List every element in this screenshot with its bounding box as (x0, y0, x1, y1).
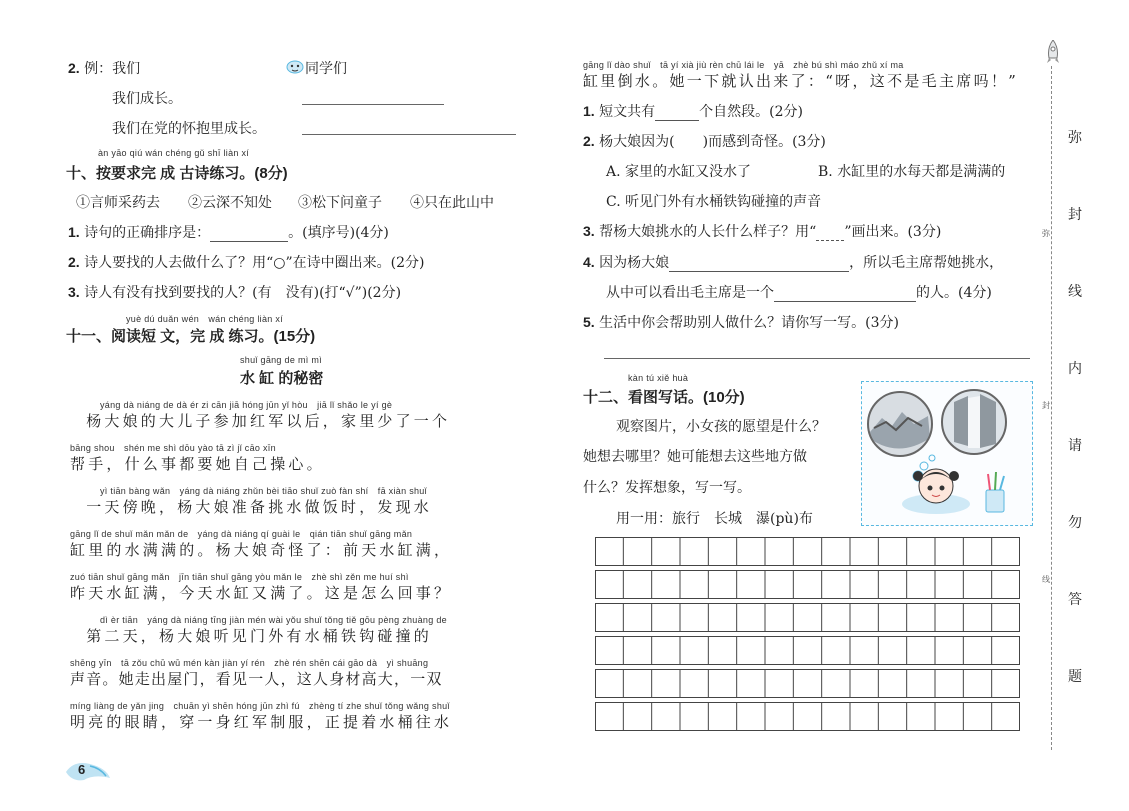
r-q5-number: 5. (583, 314, 595, 330)
side-char-2: 封 (1068, 207, 1082, 223)
r-q4-line2-tail: 的人。(4分) (916, 285, 992, 301)
page-number: 6 (78, 762, 86, 777)
grid-row (596, 571, 1020, 599)
q2-line2-text: 我们在党的怀抱里成长。 (112, 121, 266, 137)
grid-row (596, 637, 1020, 665)
sec10-q1-blank[interactable] (210, 241, 288, 242)
q2-line1-text: 我们成长。 (112, 91, 182, 107)
story-line-1-pinyin: yáng dà niáng de dà ér zi cān jiā hóng jūn yǐ hòu jiā lǐ shǎo le yí gè (100, 400, 393, 410)
sec10-q3-text: 诗人有没有找到要找的人？(有 没有)(打“√”)(2分) (84, 285, 402, 301)
r-q2-option-a[interactable]: A. 家里的水缸又没水了 (606, 164, 752, 180)
q2-number: 2. (68, 60, 80, 76)
sec10-q3 (68, 282, 401, 302)
side-char-8: 题 (1068, 669, 1082, 685)
sec12-pinyin: kàn tú xiě huà (628, 373, 689, 383)
side-char-1: 弥 (1068, 130, 1082, 146)
story-title: 水 缸 的秘密 (240, 370, 324, 387)
story-line-8-pinyin: míng liàng de yǎn jing chuān yì shēn hóng jūn zhì fú zhèng tí zhe shuǐ tǒng wǎng shuǐ (70, 701, 450, 711)
side-char-4: 内 (1068, 361, 1082, 377)
r-q2-number: 2. (583, 133, 595, 149)
story-line-7-pinyin: shēng yīn tā zǒu chū wū mén kàn jiàn yí rén zhè rén shēn cái gāo dà yì shuāng (70, 658, 429, 668)
r-q4-text: 因为杨大娘 (599, 255, 670, 271)
sec12-hint: 用一用：旅行 长城 瀑(pù)布 (616, 511, 813, 527)
r-q4-blank-2[interactable] (774, 301, 916, 302)
side-tiny-1: 弥 (1042, 229, 1050, 238)
story-line-8: 明亮的眼睛，穿一身红军制服，正提着水桶往水 (70, 713, 453, 731)
story-line-5: 昨天水缸满，今天水缸又满了。这是怎么回事？ (70, 584, 453, 602)
r-q5 (583, 312, 899, 332)
r-q2-text: 杨大娘因为( )而感到奇怪。(3分) (599, 134, 826, 150)
side-char-3: 线 (1068, 284, 1082, 300)
poem-option-3: ③松下问童子 (298, 195, 382, 211)
poem-option-4: ④只在此山中 (410, 195, 494, 211)
sec10-pinyin: àn yāo qiú wán chéng gǔ shī liàn xí (98, 148, 250, 158)
story-line-6: 第二天，杨大娘听见门外有水桶铁钩碰撞的 (68, 627, 433, 645)
sec10-q3-number: 3. (68, 284, 80, 300)
story-line-6-pinyin: dì èr tiān yáng dà niáng tīng jiàn mén wài yǒu shuǐ tǒng tiě gōu pèng zhuàng de (100, 615, 447, 625)
sec11-pinyin: yuè dú duǎn wén wán chéng liàn xí (126, 314, 283, 324)
q2-line1-blank[interactable] (302, 104, 444, 105)
sec10-q2-text: 诗人要找的人去做什么了？用“○”在诗中圈出来。(2分) (84, 255, 425, 271)
grid-row (596, 703, 1020, 731)
poem-option-2: ②云深不知处 (188, 195, 272, 211)
girl-dreaming-illustration (861, 381, 1033, 526)
rocket-icon (1046, 40, 1060, 64)
page-number-badge (64, 760, 114, 782)
q2-example-text: 例：我们 (84, 61, 141, 77)
sec10-title: 十、按要求完 成 古诗练习。(8分) (66, 165, 288, 182)
story-line-7: 声音。她走出屋门，看见一人，这人身材高大，一双 (70, 670, 443, 688)
grid-row (596, 670, 1020, 698)
grid-row (596, 604, 1020, 632)
r-q3-mark-line (816, 240, 844, 241)
sec10-q1-number: 1. (68, 224, 80, 240)
sec12-title: 十二、看图写话。(10分) (583, 389, 745, 406)
right-top-line: 缸里倒水。她一下就认出来了：“呀，这不是毛主席吗！” (583, 72, 1019, 90)
sec12-prompt-1: 观察图片，小女孩的愿望是什么？ (616, 419, 826, 435)
binding-line (1051, 66, 1052, 750)
story-line-2-pinyin: bāng shou shén me shì dōu yào tā zì jǐ cāo xīn (70, 443, 276, 453)
q2-line2-blank[interactable] (302, 134, 516, 135)
r-q3 (583, 221, 941, 241)
story-line-3-pinyin: yì tiān bàng wǎn yáng dà niáng zhǔn bèi tiāo shuǐ zuò fàn shí fā xiàn shuǐ (100, 486, 427, 496)
r-q4 (583, 252, 1003, 272)
r-q2-option-c[interactable]: C. 听见门外有水桶铁钩碰撞的声音 (606, 194, 822, 210)
r-q4-number: 4. (583, 254, 595, 270)
r-q4-blank-1[interactable] (669, 271, 849, 272)
sec10-q1-tail: 。(填序号)(4分) (288, 225, 389, 241)
r-q1-text: 短文共有 (599, 104, 656, 120)
story-line-1: 杨大娘的大儿子参加红军以后，家里少了一个 (68, 412, 451, 430)
story-line-2: 帮手，什么事都要她自己操心。 (70, 455, 325, 473)
r-q5-answer-line[interactable] (604, 358, 1030, 359)
sec12-prompt-2: 她想去哪里？她可能想去这些地方做 (583, 449, 807, 465)
story-line-4: 缸里的水满满的。杨大娘奇怪了：前天水缸满， (70, 541, 453, 559)
r-q2 (583, 131, 826, 151)
story-line-3: 一天傍晚，杨大娘准备挑水做饭时，发现水 (68, 498, 433, 516)
right-top-pinyin: gāng lǐ dào shuǐ tā yí xià jiù rèn chū lái le yā zhè bú shì máo zhǔ xí ma (583, 60, 904, 70)
side-tiny-3: 线 (1042, 575, 1050, 584)
r-q4-line2 (606, 282, 992, 302)
r-q1 (583, 101, 803, 121)
sec11-title: 十一、阅读短 文，完 成 练习。(15分) (66, 328, 316, 345)
flower-icon (286, 58, 304, 74)
sec10-q2 (68, 252, 425, 272)
poem-option-1: ①言师采药去 (76, 195, 160, 211)
r-q2-option-b[interactable]: B. 水缸里的水每天都是满满的 (818, 164, 1006, 180)
q2-example-tail: 同学们 (305, 61, 347, 77)
side-tiny-2: 封 (1042, 401, 1050, 410)
sec10-q1-text: 诗句的正确排序是： (84, 225, 211, 241)
r-q1-tail: 个自然段。(2分) (699, 104, 803, 120)
r-q3-tail: ”画出来。(3分) (844, 224, 942, 240)
r-q3-text: 帮杨大娘挑水的人长什么样子？用“ (599, 224, 817, 240)
story-title-pinyin: shuǐ gāng de mì mì (240, 355, 322, 365)
sec10-q1 (68, 222, 389, 242)
story-line-5-pinyin: zuó tiān shuǐ gāng mǎn jīn tiān shuǐ gāng yòu mǎn le zhè shì zěn me huí shì (70, 572, 409, 582)
r-q1-blank[interactable] (655, 120, 699, 121)
story-line-4-pinyin: gāng lǐ de shuǐ mǎn mǎn de yáng dà niáng qí guài le qián tiān shuǐ gāng mǎn (70, 529, 413, 539)
r-q4-tail: ，所以毛主席帮她挑水， (849, 255, 1004, 271)
r-q4-line2-text: 从中可以看出毛主席是一个 (606, 285, 774, 301)
r-q5-text: 生活中你会帮助别人做什么？请你写一写。(3分) (599, 315, 899, 331)
side-char-6: 勿 (1068, 515, 1082, 531)
sec10-q2-number: 2. (68, 254, 80, 270)
grid-row (596, 538, 1020, 566)
side-char-5: 请 (1068, 438, 1082, 454)
q2-example (68, 58, 140, 78)
writing-grid[interactable] (595, 537, 1020, 734)
r-q1-number: 1. (583, 103, 595, 119)
sec12-prompt-3: 什么？发挥想象，写一写。 (583, 480, 751, 496)
side-char-7: 答 (1068, 592, 1082, 608)
r-q3-number: 3. (583, 223, 595, 239)
